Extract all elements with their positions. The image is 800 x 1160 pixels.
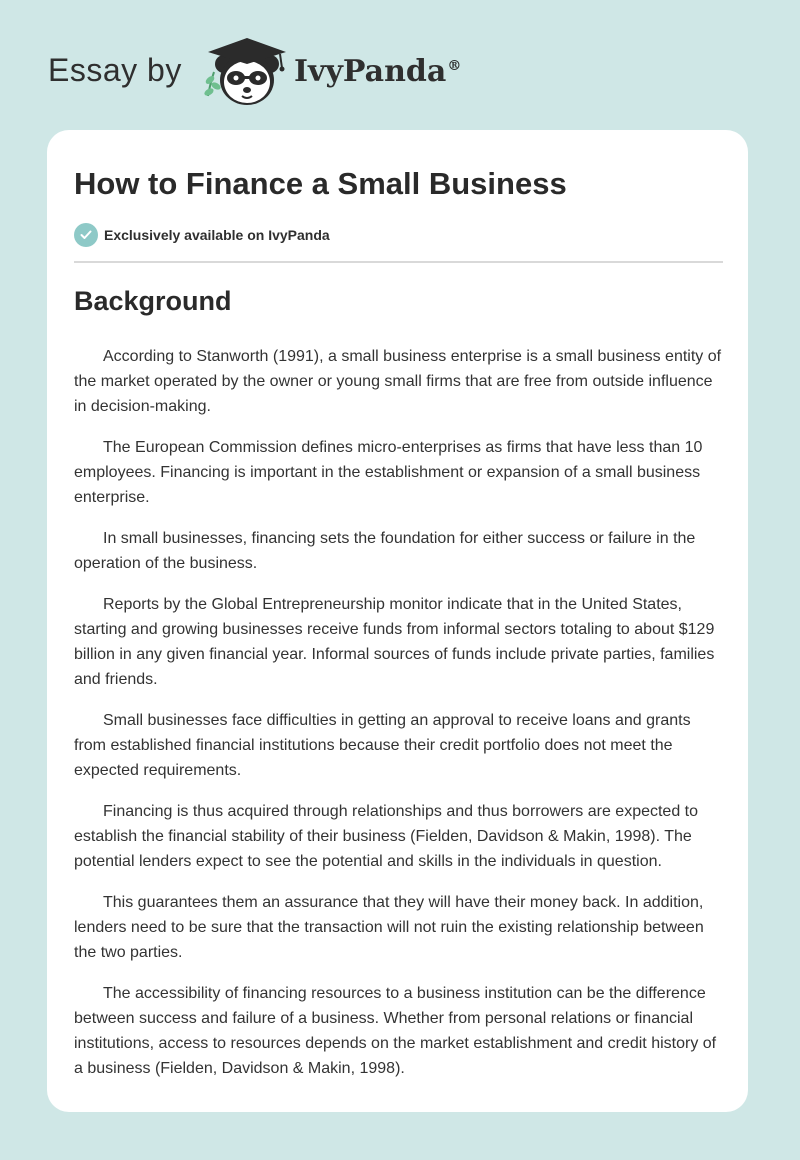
paragraph: In small businesses, financing sets the foundation for either success or failure in the operation of the business.	[74, 530, 696, 572]
page-title: How to Finance a Small Business	[74, 166, 567, 201]
check-circle-icon	[74, 223, 98, 247]
exclusive-badge	[74, 222, 330, 248]
section-heading: Background	[74, 286, 232, 316]
essay-body	[74, 344, 726, 1097]
brand-prefix: Essay by	[48, 52, 182, 88]
site-header	[0, 0, 800, 130]
badge-label: Exclusively available on IvyPanda	[104, 227, 330, 243]
paragraph: Financing is thus acquired through relationships and thus borrowers are expected to establish the financial stability of their business (Fielden, Davidson & Makin, 1998). The potential lenders expect to see the potential and skills in the individuals in question.	[74, 803, 699, 870]
paragraph: According to Stanworth (1991), a small business enterprise is a small business entity of the market operated by the owner or young small firms that are free from outside influence in decision-making.	[74, 348, 722, 415]
registered-mark: ®	[447, 58, 462, 74]
paragraph: Small businesses face difficulties in getting an approval to receive loans and grants from established financial institutions because their credit portfolio does not meet the expected requirements.	[74, 712, 691, 779]
divider	[74, 261, 723, 263]
paragraph: The European Commission defines micro-enterprises as firms that have less than 10 employees. Financing is important in the establishment or expansion of a small business enterprise.	[74, 439, 703, 506]
paragraph: This guarantees them an assurance that they will have their money back. In addition, lenders need to be sure that the transaction will not ruin the existing relationship between the two parties.	[74, 894, 704, 961]
paragraph: Reports by the Global Entrepreneurship monitor indicate that in the United States, starting and growing businesses receive funds from informal sectors totaling to about $129 billion in any given financial year. Informal sources of funds include private parties, families and friends.	[74, 596, 715, 688]
panda-graduate-icon[interactable]	[200, 34, 292, 110]
brand-name[interactable]: IvyPanda®	[294, 54, 462, 89]
essay-card	[47, 130, 748, 1112]
paragraph: The accessibility of financing resources to a business institution can be the difference between success and failure of a business. Whether from personal relations or financial institutions, access to resources depends on the market establishment and credit history of a business (Fielden, Davidson & Makin, 1998).	[74, 985, 717, 1077]
